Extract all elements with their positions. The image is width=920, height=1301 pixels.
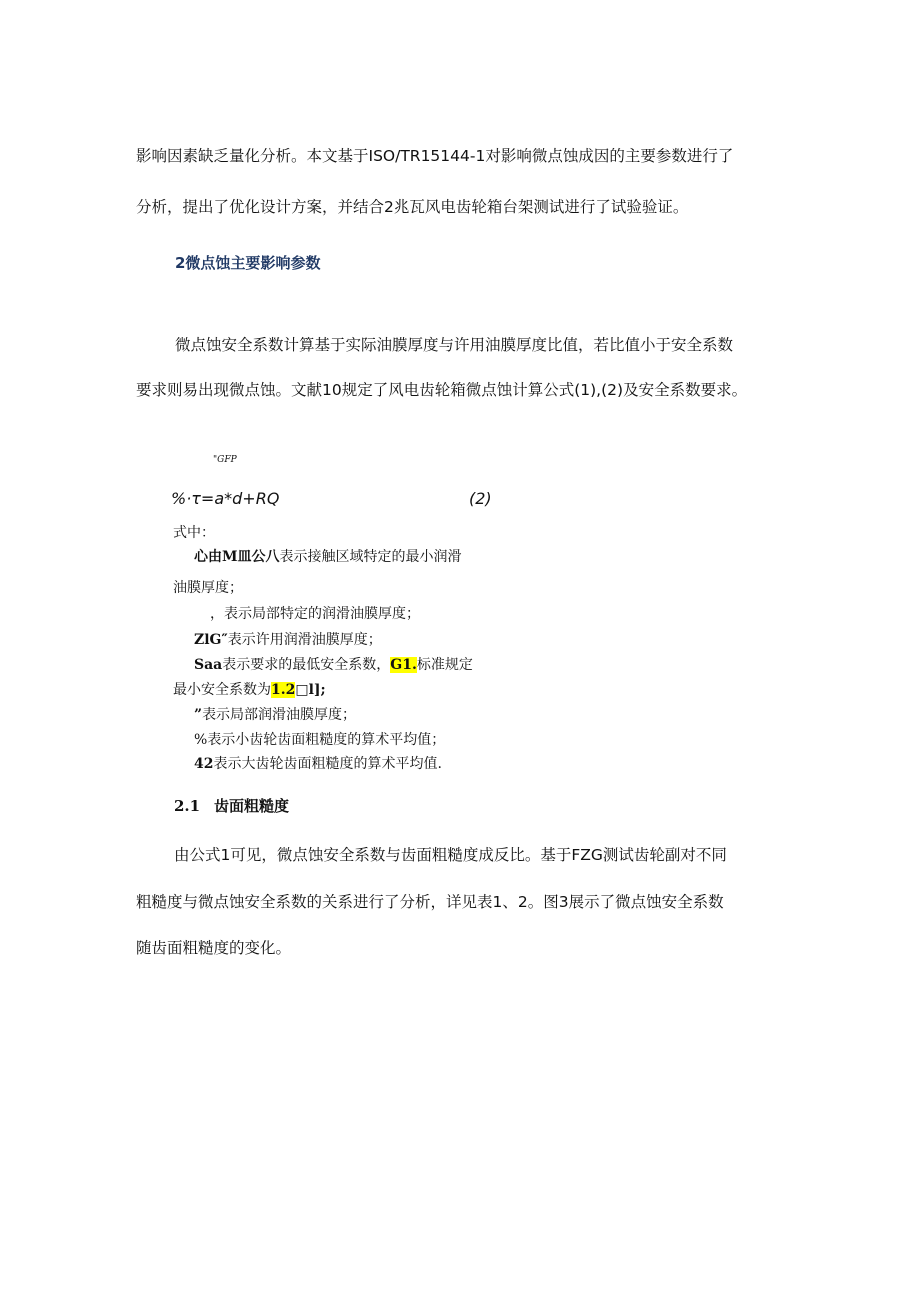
section-2-1-line-2: 粗糙度与微点蚀安全系数的关系进行了分析，详见表1、2。图3展示了微点蚀安全系数 bbox=[136, 893, 724, 911]
section-2-1-number: 2.1 bbox=[174, 797, 201, 815]
formula-number: (2) bbox=[469, 489, 492, 508]
definition-5-text: 表示局部润滑油膜厚度； bbox=[202, 707, 357, 723]
formula-main: %·τ=a*d+RQ bbox=[171, 489, 280, 508]
definition-6-text: 表示小齿轮齿面粗糙度的算术平均值； bbox=[207, 732, 446, 748]
formula-top-label: "GFP bbox=[213, 455, 237, 465]
section-2-1-line-1: 由公式1可见，微点蚀安全系数与齿面粗糙度成反比。基于FZG测试齿轮副对不同 bbox=[174, 846, 727, 864]
definition-6 bbox=[194, 733, 445, 747]
intro-line-2: 分析，提出了优化设计方案，并结合2兆瓦风电齿轮箱台架测试进行了试验验证。 bbox=[136, 198, 689, 216]
definition-3-symbol: ZlG″ bbox=[194, 632, 228, 648]
intro-line-1: 影响因素缺乏量化分析。本文基于ISO/TR15144-1对影响微点蚀成因的主要参数进行了 bbox=[136, 147, 734, 165]
definition-7-symbol: 42 bbox=[194, 756, 214, 772]
definition-5-symbol: ” bbox=[194, 707, 203, 723]
section-2-1-line-3: 随齿面粗糙度的变化。 bbox=[136, 939, 292, 957]
definition-7-text: 表示大齿轮齿面粗糙度的算术平均值. bbox=[213, 756, 442, 772]
definition-1 bbox=[194, 550, 462, 564]
section-2-para-line-1: 微点蚀安全系数计算基于实际油膜厚度与许用油膜厚度比值，若比值小于安全系数 bbox=[175, 336, 734, 354]
definition-4-value: 1.2 bbox=[271, 682, 296, 698]
definition-5 bbox=[194, 708, 356, 722]
definition-4-text: 表示要求的最低安全系数， bbox=[222, 657, 391, 673]
definition-7 bbox=[194, 757, 442, 771]
section-2-1-title: 齿面粗糙度 bbox=[214, 797, 290, 815]
definitions-header: 式中： bbox=[173, 525, 215, 541]
definition-4-continued-text: 最小安全系数为 bbox=[173, 682, 271, 698]
section-2-para-line-2: 要求则易出现微点蚀。文献10规定了风电齿轮箱微点蚀计算公式(1),(2)及安全系数要求。 bbox=[136, 381, 748, 399]
definition-4-text-2: 标准规定 bbox=[416, 657, 473, 673]
definition-3 bbox=[194, 633, 382, 647]
definition-4-tail: □l]; bbox=[295, 682, 326, 698]
definition-4 bbox=[194, 658, 473, 672]
section-2-1-heading bbox=[174, 799, 289, 814]
definition-6-symbol: % bbox=[194, 732, 208, 748]
definition-1-text: 表示接触区域特定的最小润滑 bbox=[279, 549, 462, 565]
definition-4-reference: G1. bbox=[390, 657, 417, 673]
definition-1-continued: 油膜厚度； bbox=[173, 580, 243, 596]
definition-1-symbol: 心由M皿公八 bbox=[194, 549, 280, 565]
definition-4-continued bbox=[173, 683, 326, 697]
definition-3-text: 表示许用润滑油膜厚度； bbox=[227, 632, 382, 648]
definition-4-symbol: Saa bbox=[194, 657, 223, 673]
section-2-title: 2微点蚀主要影响参数 bbox=[175, 254, 321, 272]
definition-2: ，表示局部特定的润滑油膜厚度； bbox=[210, 606, 420, 622]
